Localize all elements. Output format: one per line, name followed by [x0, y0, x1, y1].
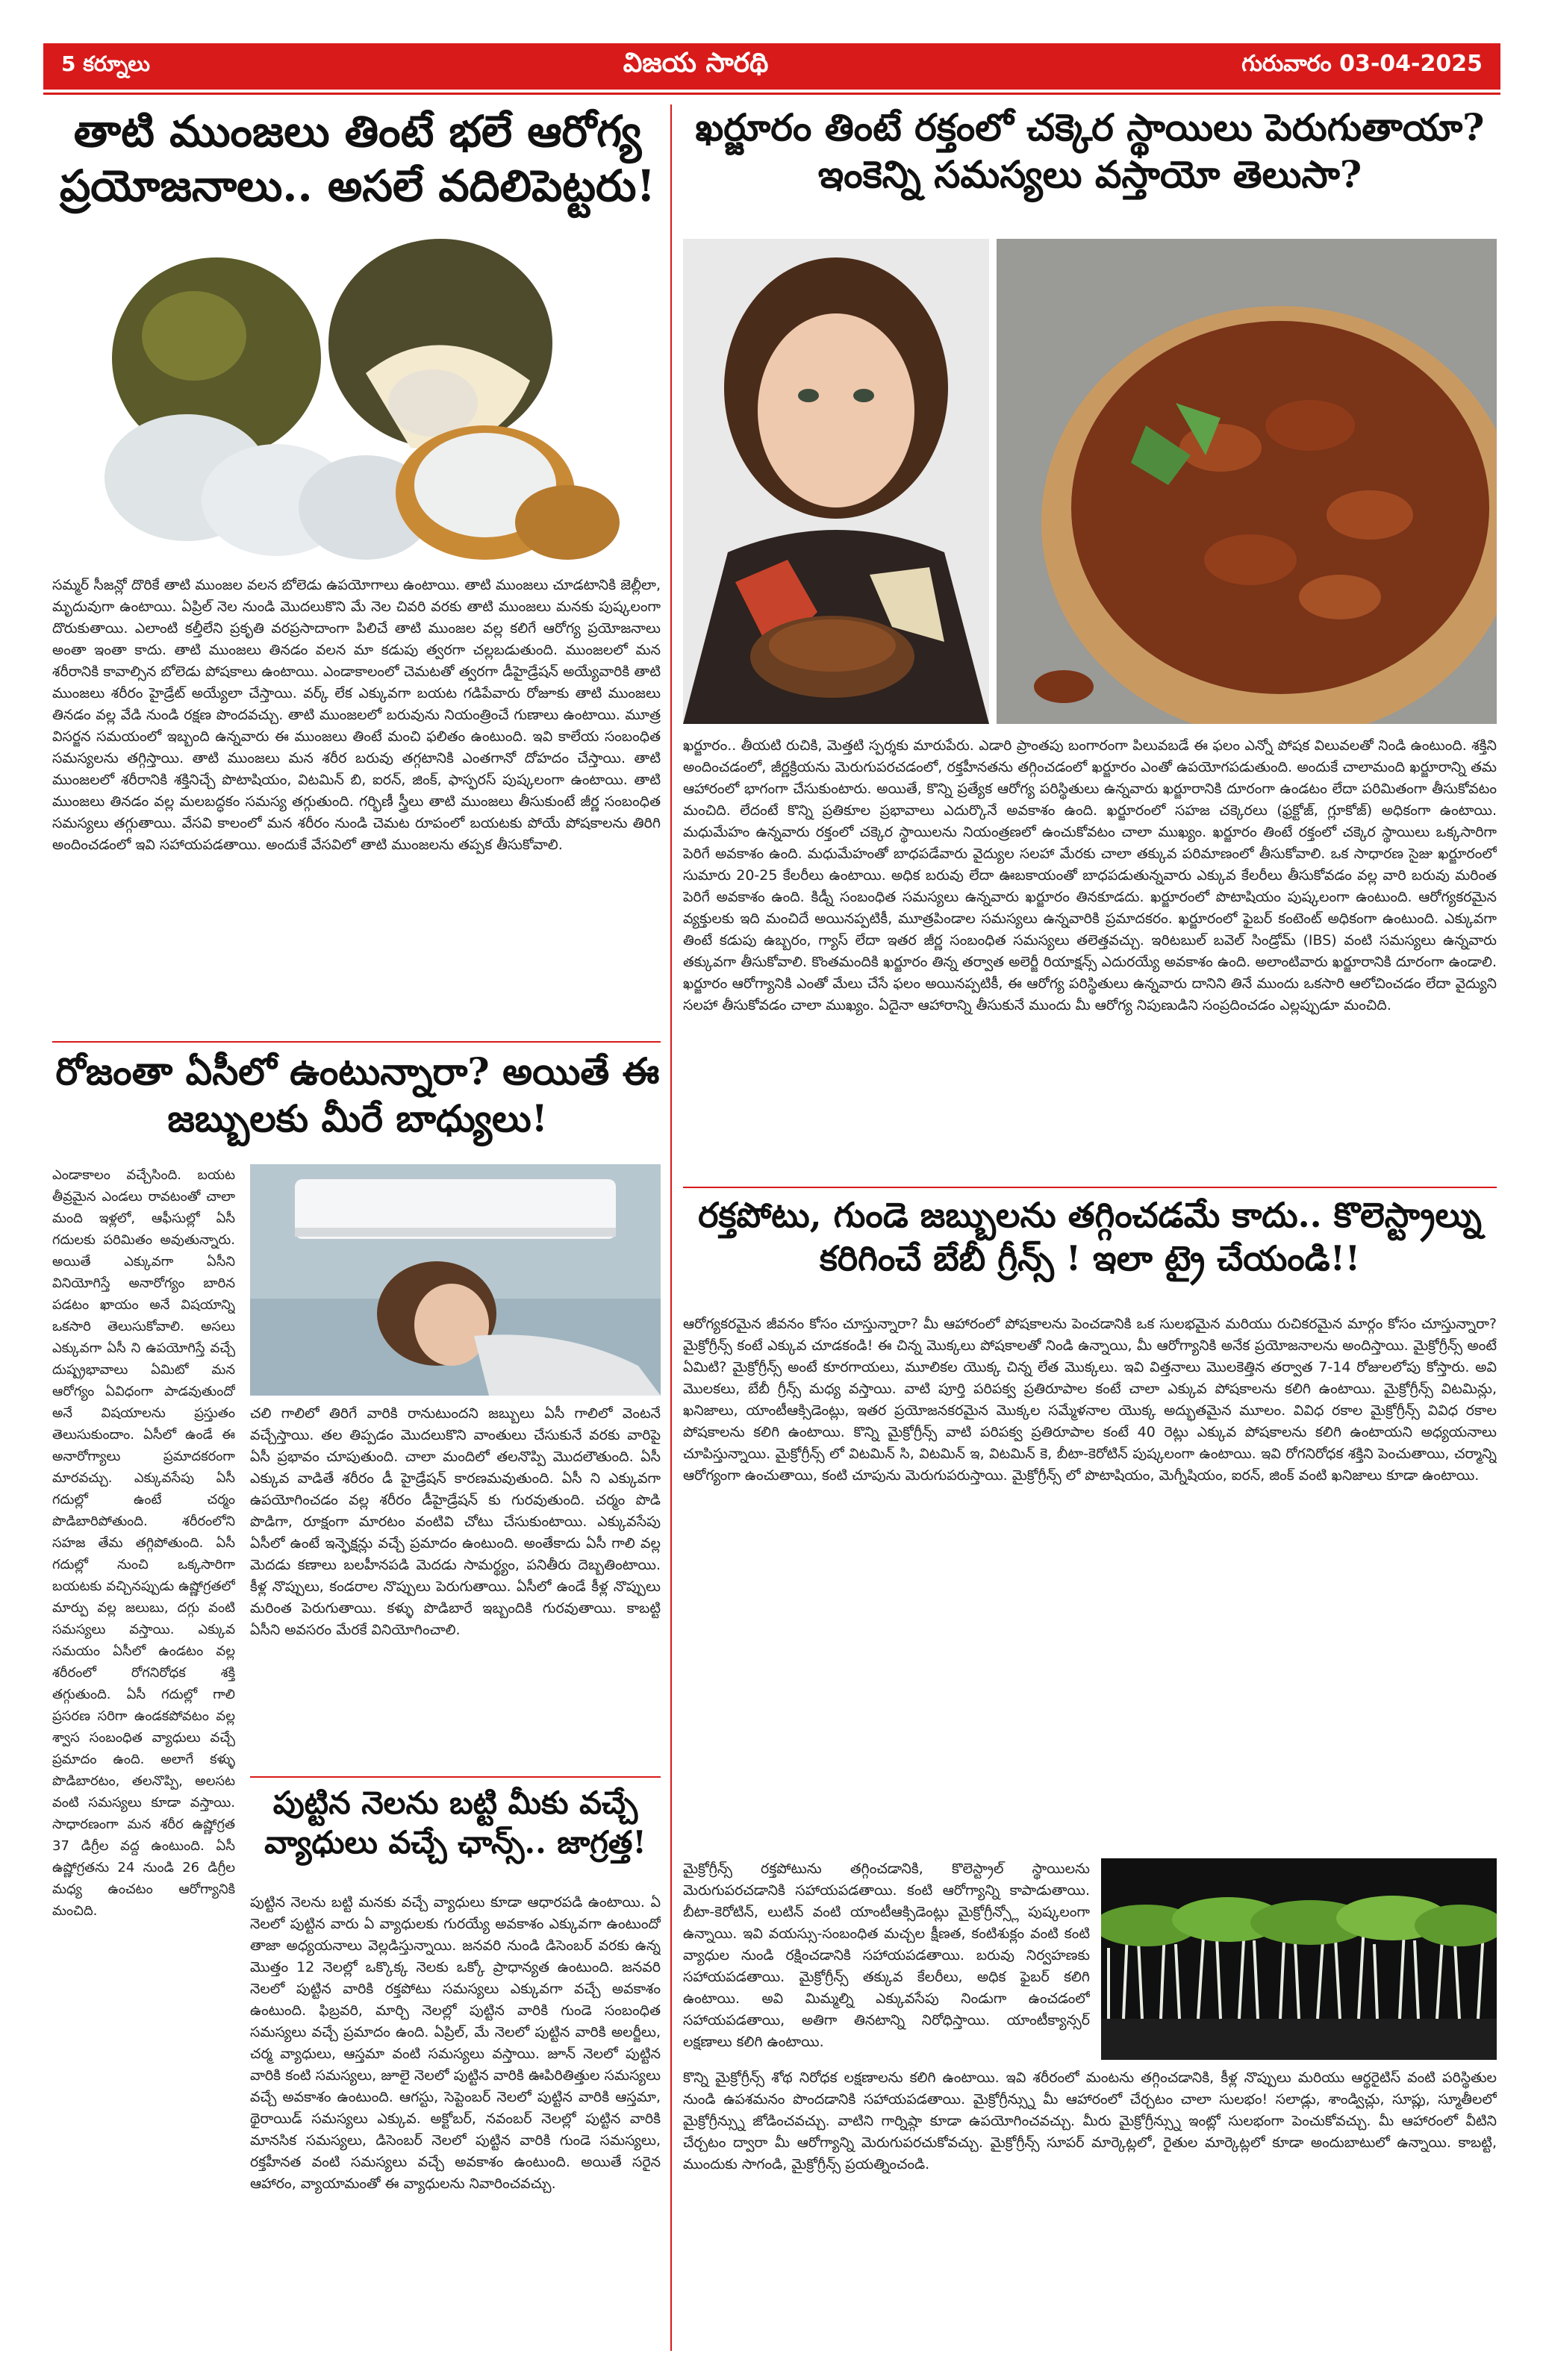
article5-headline: రక్తపోటు, గుండె జబ్బులను తగ్గించడమే కాదు.. కొలెస్ట్రాల్ను కరిగించే బేబీ గ్రీన్స్ ! ఇలా ట్రై చేయండి!!: [698, 1195, 1482, 1278]
article3-headline: పుట్టిన నెలను బట్టి మీకు వచ్చే వ్యాధులు వచ్చే ఛాన్స్.. జాగ్రత్త!: [264, 1784, 646, 1861]
article5-body-left: మైక్రోగ్రీన్స్ రక్తపోటును తగ్గించడానికి, కొలెస్ట్రాల్ స్థాయిలను మెరుగుపరచడానికి సహాయపడతాయి. కంటి ఆరోగ్యాన్ని కాపాడుతాయి. బీటా-కెరోటిన్, లుటిన్ వంటి యాంటీఆక్సిడెంట్లు మైక్రోగ్రీన్స్లో పుష్కలంగా ఉన్నాయి. ఇవి వయస్సు-సంబంధిత మచ్చల క్షీణత, కంటిశుక్లం వంటి కంటి వ్యాధుల నుండి రక్షించడానికి సహాయపడతాయి. బరువు నిర్వహణకు సహాయపడతాయి. మైక్రోగ్రీన్స్ తక్కువ కేలరీలు, అధిక ఫైబర్ కలిగి ఉంటాయి. అవి మిమ్మల్ని ఎక్కువసేపు నిండుగా ఉంచడంలో సహాయపడతాయి, అతిగా తినటాన్ని నిరోధిస్తాయి. యాంటీక్యాన్సర్ లక్షణాలు కలిగి ఉంటాయి.: [683, 1861, 1090, 2050]
article2-image: [250, 1164, 661, 1396]
issue-date: గురువారం 03-04-2025: [1241, 51, 1483, 77]
article2-headline: రోజంతా ఏసీలో ఉంటున్నారా? అయితే ఈ జబ్బులకు మీరే బాధ్యులు!: [55, 1049, 660, 1140]
article1-body: సమ్మర్ సీజన్లో దొరికే తాటి ముంజల వలన బోలెడు ఉపయోగాలు ఉంటాయి. తాటి ముంజలు చూడటానికి జెల్లీలా, మృదువుగా ఉంటాయి. ఏప్రిల్ నెల నుండి మొదలుకొని మే నెల చివరి వరకు తాటి ముంజలు మనకు పుష్కలంగా దొరుకుతాయి. ఎలాంటి కల్తీలేని ప్రకృతి వరప్రసాదాంగా పిలిచే తాటి ముంజల వల్ల కలిగే ఆరోగ్య ప్రయోజనాలు అంతా ఇంతా కాదు. తాటి ముంజలు తినడం వలన మా కడుపు త్వరగా చల్లబడుతుంది. ముంజలలో మన శరీరానికి కావాల్సిన బోలెడు పోషకాలు ఉంటాయి. ఎండాకాలంలో చెమటతో త్వరగా డీహైడ్రేషన్ అయ్యేవారికి తాటి ముంజలు శరీరం హైడ్రేట్ అయ్యేలా చేస్తాయి. వర్క్ లేక ఎక్కువగా బయట గడిపేవారు రోజూకు తాటి ముంజలు తినడం వల్ల వేడి నుండి రక్షణ పొందవచ్చు. తాటి ముంజలలో బరువును నియంత్రించే గుణాలు ఉంటాయి. మూత్ర విసర్జన సమయంలో ఇబ్బంది ఉన్నవారు ఈ ముంజలు తింటే మంచి ఫలితం ఉంటుంది. ఇవి కాలేయ సంబంధిత సమస్యలను తగ్గిస్తాయి. తాటి ముంజలు మన శరీర బరువు తగ్గటానికి ఎంతగానో దోహదం చేస్తాయి. తాటి ముంజలలో శరీరానికి శక్తినిచ్చే పొటాషియం, విటమిన్ బి, ఐరన్, జింక్, ఫాస్ఫరస్ పుష్కలంగా ఉంటాయి. తాటి ముంజలు తినడం వల్ల మలబద్ధకం సమస్య తగ్గుతుంది. గర్భిణీ స్త్రీలు తాటి ముంజలు తీసుకుంటే జీర్ణ సంబంధిత సమస్యలు తగ్గుతాయి. వేసవి కాలంలో మన శరీరం నుండి చెమట రూపంలో బయటకు పోయే పోషకాలను తిరిగి అందించడంలో ఇవి సహాయపడతాయి. అందుకే వేసవిలో తాటి ముంజలను తప్పక తీసుకోవాలి.: [52, 577, 661, 853]
microgreens-sprouts-photo-icon: [1101, 1858, 1497, 2060]
article4-image-left: [683, 239, 989, 724]
article1-separator: [52, 1041, 661, 1043]
page-number: 5 కర్నూలు: [61, 51, 150, 76]
article2-body-left: ఎండాకాలం వచ్చేసింది. బయట తీవ్రమైన ఎండలు రావటంతో చాలా మంది ఇళ్లలో, ఆఫీసుల్లో ఏసీ గదులకు పరిమితం అవుతున్నారు. అయితే ఎక్కువగా ఏసీని వినియోగిస్తే అనారోగ్యం బారిన పడటం ఖాయం అనే విషయాన్ని ఒకసారి తెలుసుకోవాలి. అసలు ఎక్కువగా ఏసీ ని ఉపయోగిస్తే వచ్చే దుష్ప్రభావాలు ఏమిటో మన ఆరోగ్యం ఏవిధంగా పాడవుతుందో అనే విషయాలను ప్రస్తుతం తెలుసుకుందాం. ఏసీలో ఉండే ఈ అనారోగ్యాలు ప్రమాదకరంగా మారవచ్చు. ఎక్కువసేపు ఏసీ గదుల్లో ఉంటే చర్మం పొడిబారిపోతుంది. శరీరంలోని సహజ తేమ తగ్గిపోతుంది. ఏసీ గదుల్లో నుంచి ఒక్కసారిగా బయటకు వచ్చినప్పుడు ఉష్ణోగ్రతలో మార్పు వల్ల జలుబు, దగ్గు వంటి సమస్యలు వస్తాయి. ఎక్కువ సమయం ఏసీలో ఉండటం వల్ల శరీరంలో రోగనిరోధక శక్తి తగ్గుతుంది. ఏసీ గదుల్లో గాలి ప్రసరణ సరిగా ఉండకపోవటం వల్ల శ్వాస సంబంధిత వ్యాధులు వచ్చే ప్రమాదం ఉంది. అలాగే కళ్ళు పొడిబారటం, తలనొప్పి, అలసట వంటి సమస్యలు కూడా వస్తాయి. సాధారణంగా మన శరీర ఉష్ణోగ్రత 37 డిగ్రీల వద్ద ఉంటుంది. ఏసీ ఉష్ణోగ్రతను 24 నుండి 26 డిగ్రీల మధ్య ఉంచటం ఆరోగ్యానికి మంచిది.: [52, 1167, 235, 1919]
newspaper-name: విజయ సారథి: [623, 48, 769, 78]
article2-separator: [250, 1776, 661, 1778]
article4-separator: [683, 1187, 1497, 1188]
article2-body-right: చలి గాలిలో తిరిగే వారికి రానుటుందని జబ్బులు ఏసీ గాలిలో వెంటనే వచ్చేస్తాయి. తల తిప్పడం మొదలుకొని వాంతులు చేసుకునే వరకు వారిపై ఏసీ ప్రభావం చూపుతుంది. చాలా మందిలో తలనొప్పి మొదలౌతుంది. ఏసీ ఎక్కువ వాడితే శరీరం డీ హైడ్రేషన్ కారణమవుతుంది. ఏసీ ని ఎక్కువగా ఉపయోగించడం వల్ల శరీరం డీహైడ్రేషన్ కు గురవుతుంది. చర్మం పొడి పొడిగా, రూక్షంగా మారటం వంటివి చోటు చేసుకుంటాయి. ఎక్కువసేపు ఏసీలో ఉంటే ఇన్ఫెక్షన్లు వచ్చే ప్రమాదం ఉంటుంది. అంతేకాదు ఏసీ గాలి వల్ల మెదడు కణాలు బలహీనపడి మెదడు సామర్థ్యం, పనితీరు దెబ్బతింటాయి. కీళ్ల నొప్పులు, కండరాల నొప్పులు పెరుగుతాయి. ఏసీలో ఉండే కీళ్ల నొప్పులు మరింత పెరుగుతాయి. కళ్ళు పొడిబారే ఇబ్బందికి గురవుతాయి. కాబట్టి ఏసీని అవసరం మేరకే వినియోగించాలి.: [250, 1405, 661, 1638]
article4-headline: ఖర్జూరం తింటే రక్తంలో చక్కెర స్థాయిలు పెరుగుతాయా? ఇంకెన్ని సమస్యలు వస్తాయో తెలుసా?: [695, 105, 1485, 196]
article4-image-right: [997, 239, 1497, 724]
article4-body: ఖర్జూరం.. తీయటి రుచికి, మెత్తటి స్పర్శకు మారుపేరు. ఎడారి ప్రాంతపు బంగారంగా పిలువబడే ఈ ఫలం ఎన్నో పోషక విలువలతో నిండి ఉంటుంది. శక్తిని అందించడంలో, జీర్ణక్రియను మెరుగుపరచడంలో, రక్తహీనతను తగ్గించడంలో ఖర్జూరం ఎంతో ఉపయోగపడుతుంది. అందుకే చాలామంది ఖర్జూరాన్ని తమ ఆహారంలో భాగంగా చేసుకుంటారు. అయితే, కొన్ని ప్రత్యేక ఆరోగ్య పరిస్థితులు ఉన్నవారు ఖర్జూరానికి దూరంగా ఉండటం లేదా పరిమితంగా తీసుకోవటం మంచిది. లేదంటే కొన్ని ప్రతికూల ప్రభావాలు ఎదుర్కొనే అవకాశం ఉంది. ఖర్జూరంలో సహజ చక్కెరలు (ఫ్రక్టోజ్, గ్లూకోజ్) అధికంగా ఉంటాయి. మధుమేహం ఉన్నవారు రక్తంలో చక్కెర స్థాయిలను నియంత్రణలో ఉంచుకోవటం చాలా ముఖ్యం. ఖర్జూరం తింటే రక్తంలో చక్కెర స్థాయిలు ఒక్కసారిగా పెరిగే అవకాశం ఉంది. మధుమేహంతో బాధపడేవారు వైద్యుల సలహా మేరకు చాలా తక్కువ పరిమాణంలో తీసుకోవాలి. ఒక సాధారణ సైజు ఖర్జూరంలో సుమారు 20-25 కేలరీలు ఉంటాయి. అధిక బరువు లేదా ఊబకాయంతో బాధపడుతున్నవారు ఎక్కువ కేలరీలు తీసుకోవడం వల్ల వారి బరువు మరింత పెరిగే అవకాశం ఉంది. కిడ్నీ సంబంధిత సమస్యలు ఉన్నవారు ఖర్జూరం తినకూడదు. ఖర్జూరంలో పొటాషియం పుష్కలంగా ఉంటుంది. ఆరోగ్యకరమైన వ్యక్తులకు ఇది మంచిదే అయినప్పటికీ, మూత్రపిండాల సమస్యలు ఉన్నవారికి ప్రమాదకరం. ఖర్జూరంలో ఫైబర్ కంటెంట్ అధికంగా ఉంటుంది. ఎక్కువగా తింటే కడుపు ఉబ్బరం, గ్యాస్ లేదా ఇతర జీర్ణ సంబంధిత సమస్యలు తలెత్తవచ్చు. ఇరిటబుల్ బవెల్ సిండ్రోమ్ (IBS) వంటి సమస్యలు ఉన్నవారు తక్కువగా తీసుకోవాలి. కొంతమందికి ఖర్జూరం తిన్న తర్వాత అలెర్జీ రియాక్షన్స్ ఎదురయ్యే అవకాశం ఉంది. అలాంటివారు ఖర్జూరానికి దూరంగా ఉండాలి. ఖర్జూరం ఆరోగ్యానికి ఎంతో మేలు చేసే ఫలం అయినప్పటికీ, ఈ ఆరోగ్య పరిస్థితులు ఉన్నవారు దానిని తినే ముందు ఒకసారి ఆలోచించడం లేదా వైద్యుని సలహా తీసుకోవడం చాలా ముఖ్యం. ఏదైనా ఆహారాన్ని తీసుకునే ముందు మీ ఆరోగ్య నిపుణుడిని సంప్రదించడం ఎల్లప్పుడూ మంచిది.: [683, 737, 1497, 1013]
article1-headline: తాటి ముంజలు తింటే భలే ఆరోగ్య ప్రయోజనాలు.. అసలే వదిలిపెట్టరు!: [60, 106, 655, 211]
masthead-bar: [43, 43, 1500, 90]
article3-body: పుట్టిన నెలను బట్టి మనకు వచ్చే వ్యాధులు కూడా ఆధారపడి ఉంటాయి. ఏ నెలలో పుట్టిన వారు ఏ వ్యాధులకు గురయ్యే అవకాశం ఎక్కువగా ఉంటుందో తాజా అధ్యయనాలు వెల్లడిస్తున్నాయి. జనవరి నుండి డిసెంబర్ వరకు ఉన్న మొత్తం 12 నెలల్లో ఒక్కొక్క నెలకు ఒక్కో ప్రాధాన్యత ఉంటుంది. జనవరి నెలలో పుట్టిన వారికి రక్తపోటు సమస్యలు ఎక్కువగా వచ్చే అవకాశం ఉంటుంది. ఫిబ్రవరి, మార్చి నెలల్లో పుట్టిన వారికి గుండె సంబంధిత సమస్యలు వచ్చే ప్రమాదం ఉంది. ఏప్రిల్, మే నెలలో పుట్టిన వారికి అలర్జీలు, చర్మ వ్యాధులు, ఆస్తమా వంటి సమస్యలు వస్తాయి. జూన్ నెలలో పుట్టిన వారికి కంటి సమస్యలు, జూలై నెలలో పుట్టిన వారికి ఊపిరితిత్తుల సమస్యలు వచ్చే అవకాశం ఉంటుంది. ఆగస్టు, సెప్టెంబర్ నెలలో పుట్టిన వారికి ఆస్తమా, థైరాయిడ్ సమస్యలు ఎక్కువ. అక్టోబర్, నవంబర్ నెలల్లో పుట్టిన వారికి మానసిక సమస్యలు, డిసెంబర్ నెలలో పుట్టిన వారికి గుండె సమస్యలు, రక్తహీనత వంటి సమస్యలు వచ్చే అవకాశం ఉంటుంది. అయితే సరైన ఆహారం, వ్యాయామంతో ఈ వ్యాధులను నివారించవచ్చు.: [250, 1894, 661, 2192]
article1-image: [82, 231, 635, 567]
woman-eating-dates-photo-icon: [683, 239, 989, 724]
woman-sleeping-under-ac-photo-icon: [250, 1164, 661, 1396]
masthead-rule: [43, 93, 1500, 95]
dates-bowl-photo-icon: [997, 239, 1497, 724]
column-divider: [670, 104, 672, 2351]
ice-apple-photo-icon: [82, 231, 635, 567]
article5-body-bottom: కొన్ని మైక్రోగ్రీన్స్ శోథ నిరోధక లక్షణాలను కలిగి ఉంటాయి. ఇవి శరీరంలో మంటను తగ్గించడానికి, కీళ్ల నొప్పులు మరియు ఆర్థరైటిస్ వంటి పరిస్థితుల నుండి ఉపశమనం పొందడానికి సహాయపడతాయి. మైక్రోగ్రీన్స్ను మీ ఆహారంలో చేర్చటం చాలా సులభం! సలాడ్లు, శాండ్విచ్లు, సూప్లు, స్మూతీలలో మైక్రోగ్రీన్స్ను జోడించవచ్చు. వాటిని గార్నిష్గా కూడా ఉపయోగించవచ్చు. మీరు మైక్రోగ్రీన్స్ను ఇంట్లో సులభంగా పెంచుకోవచ్చు. మీ ఆహారంలో వీటిని చేర్చటం ద్వారా మీ ఆరోగ్యాన్ని మెరుగుపరచుకోవచ్చు. మైక్రోగ్రీన్స్ సూపర్ మార్కెట్లలో, రైతుల మార్కెట్లలో కూడా అందుబాటులో ఉన్నాయి. కాబట్టి, ముందుకు సాగండి, మైక్రోగ్రీన్స్ ప్రయత్నించండి.: [683, 2070, 1497, 2173]
article5-image: [1101, 1858, 1497, 2060]
article5-body-top: ఆరోగ్యకరమైన జీవనం కోసం చూస్తున్నారా? మీ ఆహారంలో పోషకాలను పెంచడానికి ఒక సులభమైన మరియు రుచికరమైన మార్గం కోసం చూస్తున్నారా? మైక్రోగ్రీన్స్ కంటే ఎక్కువ చూడకండి! ఈ చిన్న మొక్కలు పోషకాలతో నిండి ఉన్నాయి, మీ ఆరోగ్యానికి అనేక ప్రయోజనాలను అందిస్తాయి. మైక్రోగ్రీన్స్ అంటే ఏమిటి? మైక్రోగ్రీన్స్ అంటే కూరగాయలు, మూలికల యొక్క చిన్న లేత మొక్కలు. ఇవి విత్తనాలు మొలకెత్తిన తర్వాత 7-14 రోజులలోపు కోస్తారు. అవి మొలకలు, బేబీ గ్రీన్స్ మధ్య వస్తాయి. వాటి పూర్తి పరిపక్వ ప్రతిరూపాల కంటే చాలా ఎక్కువ పోషకాలను కలిగి ఉంటాయి. మైక్రోగ్రీన్స్ విటమిన్లు, ఖనిజాలు, యాంటీఆక్సిడెంట్లు, ఇతర ప్రయోజనకరమైన మొక్కల సమ్మేళనాల యొక్క అద్భుతమైన మూలం. వివిధ రకాల మైక్రోగ్రీన్స్ వివిధ రకాల పోషకాలను కలిగి ఉంటాయి. కొన్ని మైక్రోగ్రీన్స్ వాటి పరిపక్వ ప్రతిరూపాల కంటే 40 రెట్లు ఎక్కువ పోషకాలను కలిగి ఉంటాయని అధ్యయనాలు చూపిస్తున్నాయి. మైక్రోగ్రీన్స్ లో విటమిన్ సి, విటమిన్ ఇ, విటమిన్ కె, బీటా-కెరోటిన్ పుష్కలంగా ఉంటాయి. ఇవి రోగనిరోధక శక్తిని పెంచుతాయి, చర్మాన్ని ఆరోగ్యంగా ఉంచుతాయి, కంటి చూపును మెరుగుపరుస్తాయి. మైక్రోగ్రీన్స్ లో పొటాషియం, మెగ్నీషియం, ఐరన్, జింక్ వంటి ఖనిజాలు కూడా ఉంటాయి.: [683, 1316, 1497, 1484]
